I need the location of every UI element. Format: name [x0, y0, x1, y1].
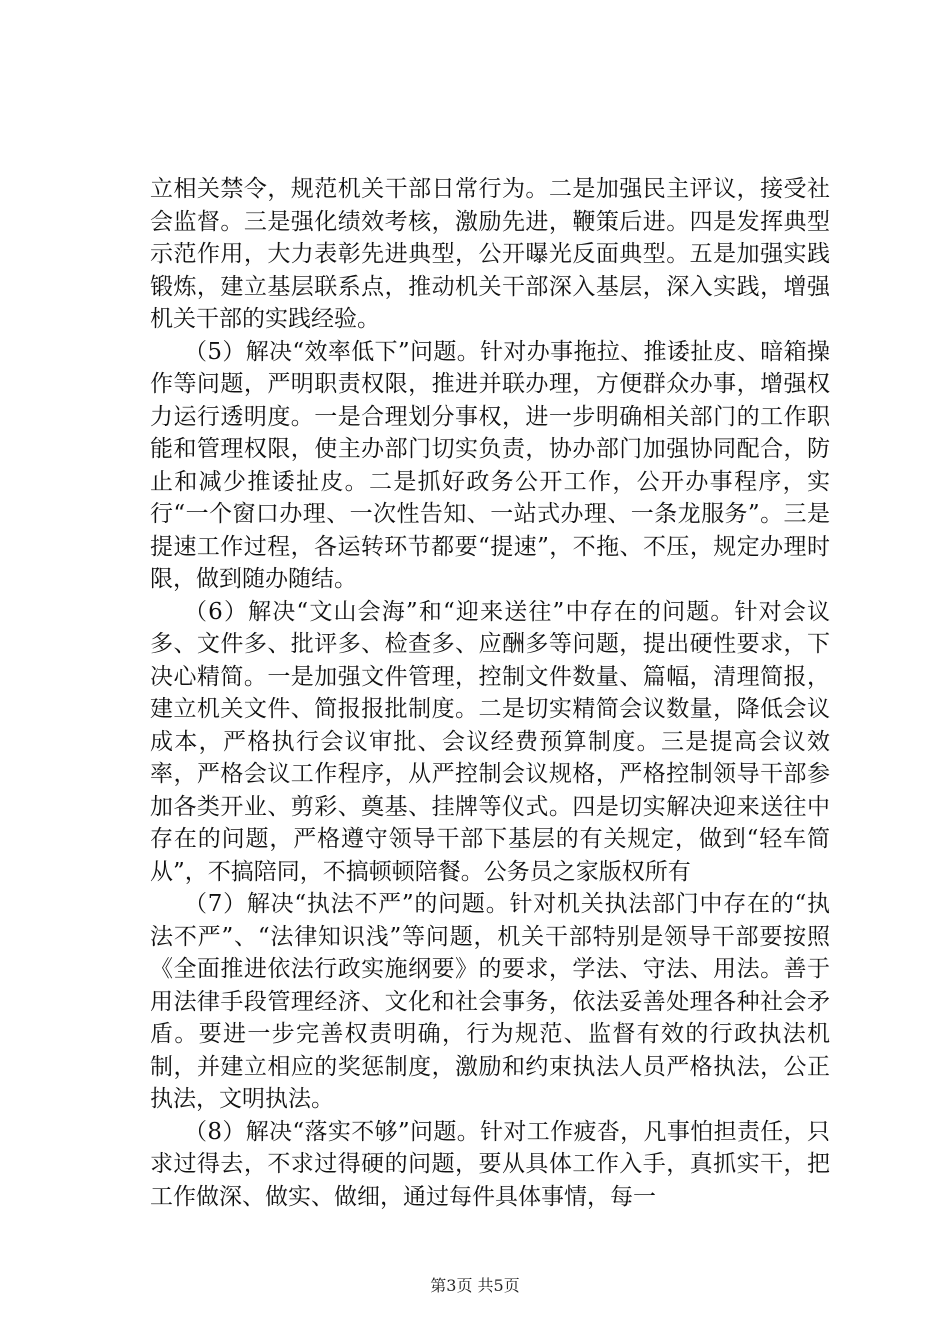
paragraph-item-8: （8）解决“落实不够”问题。针对工作疲沓，凡事怕担责任，只求过得去，不求过得硬的问题，要从具体工作入手，真抓实干，把工作做深、做实、做细，通过每件具体事情，每一 [150, 1118, 830, 1210]
paragraph-continuation: 立相关禁令，规范机关干部日常行为。二是加强民主评议，接受社会监督。三是强化绩效考核，激励先进，鞭策后进。四是发挥典型示范作用，大力表彰先进典型，公开曝光反面典型。五是加强实践锻炼，建立基层联系点，推动机关干部深入基层，深入实践，增强机关干部的实践经验。 [150, 176, 830, 332]
page-number-footer: 第3页 共5页 [430, 1276, 520, 1295]
document-body [150, 173, 830, 1213]
paragraph-item-6: （6）解决“文山会海”和“迎来送往”中存在的问题。针对会议多、文件多、批评多、检查多、应酬多等问题，提出硬性要求，下决心精简。一是加强文件管理，控制文件数量、篇幅，清理简报，建立机关文件、简报报批制度。二是切实精简会议数量，降低会议成本，严格执行会议审批、会议经费预算制度。三是提高会议效率，严格会议工作程序，从严控制会议规格，严格控制领导干部参加各类开业、剪彩、奠基、挂牌等仪式。四是切实解决迎来送往中存在的问题，严格遵守领导干部下基层的有关规定，做到“轻车简从”，不搞陪同，不搞顿顿陪餐。公务员之家版权所有 [150, 598, 830, 885]
paragraph-item-5: （5）解决“效率低下”问题。针对办事拖拉、推诿扯皮、暗箱操作等问题，严明职责权限，推进并联办理，方便群众办事，增强权力运行透明度。一是合理划分事权，进一步明确相关部门的工作职能和管理权限，使主办部门切实负责，协办部门加强协同配合，防止和减少推诿扯皮。二是抓好政务公开工作，公开办事程序，实行“一个窗口办理、一次性告知、一站式办理、一条龙服务”。三是提速工作过程，各运转环节都要“提速”，不拖、不压，规定办理时限，做到随办随结。 [150, 338, 830, 592]
paragraph-item-7: （7）解决“执法不严”的问题。针对机关执法部门中存在的“执法不严”、“法律知识浅”等问题，机关干部特别是领导干部要按照《全面推进依法行政实施纲要》的要求，学法、守法、用法。善于用法律手段管理经济、文化和社会事务，依法妥善处理各种社会矛盾。要进一步完善权责明确，行为规范、监督有效的行政执法机制，并建立相应的奖惩制度，激励和约束执法人员严格执法，公正执法，文明执法。 [150, 891, 830, 1112]
